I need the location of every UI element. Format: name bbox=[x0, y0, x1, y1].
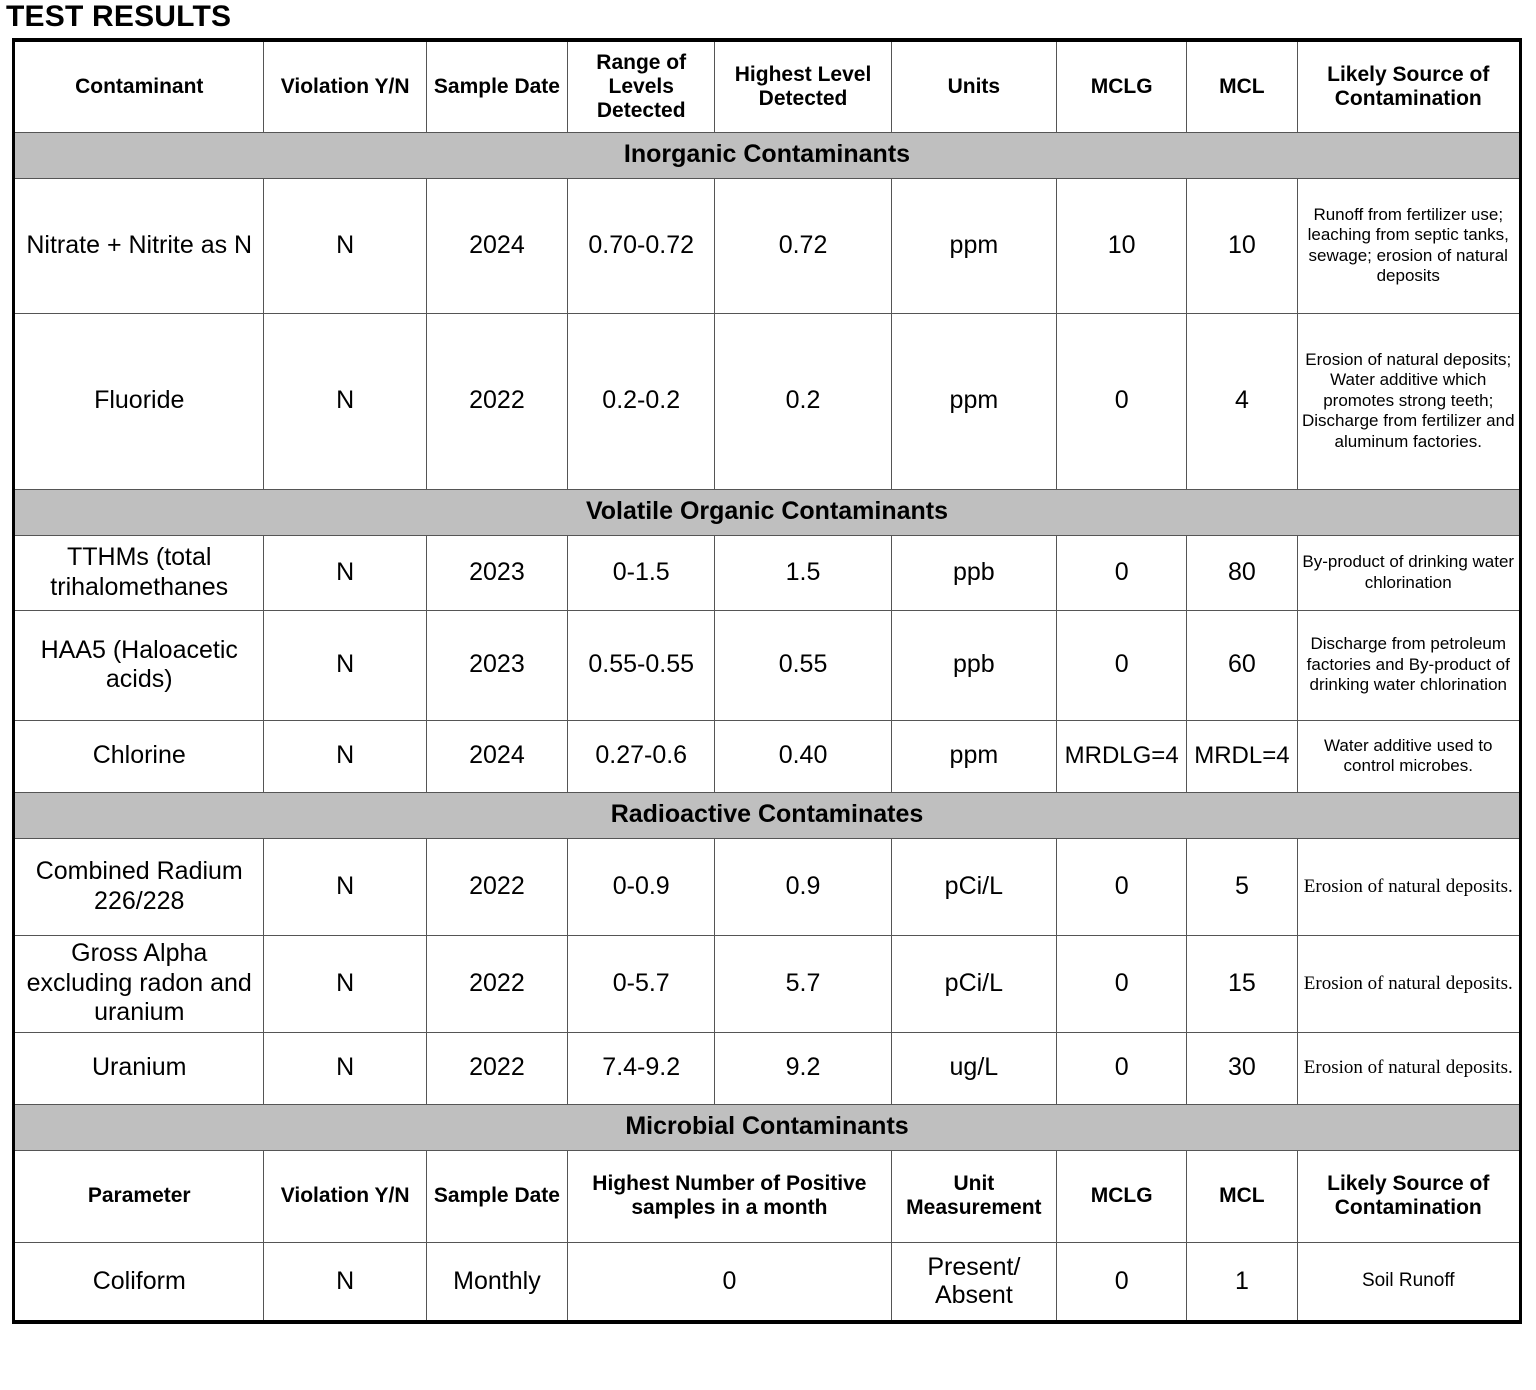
cell-mcl: 60 bbox=[1187, 610, 1297, 720]
section-header-microbial bbox=[14, 1104, 1521, 1150]
cell-sample-date: 2022 bbox=[426, 935, 567, 1032]
table-row bbox=[14, 1242, 1521, 1322]
column-header-contaminant: Contaminant bbox=[14, 40, 264, 132]
cell-violation: N bbox=[264, 1032, 426, 1104]
cell-source: Erosion of natural deposits. bbox=[1297, 1032, 1521, 1104]
cell-mclg: 0 bbox=[1057, 535, 1187, 610]
cell-parameter: Coliform bbox=[14, 1242, 264, 1322]
cell-mcl: 80 bbox=[1187, 535, 1297, 610]
cell-range: 0-5.7 bbox=[568, 935, 715, 1032]
cell-range: 0.70-0.72 bbox=[568, 178, 715, 313]
table-header-row bbox=[14, 40, 1521, 132]
column-header-units: Units bbox=[891, 40, 1056, 132]
section-title: Inorganic Contaminants bbox=[14, 132, 1521, 178]
cell-violation: N bbox=[264, 838, 426, 935]
cell-mcl: 5 bbox=[1187, 838, 1297, 935]
cell-mclg: MRDLG=4 bbox=[1057, 720, 1187, 792]
cell-units: ppb bbox=[891, 535, 1056, 610]
cell-sample-date: 2022 bbox=[426, 838, 567, 935]
cell-mcl: 30 bbox=[1187, 1032, 1297, 1104]
section-header-inorganic bbox=[14, 132, 1521, 178]
table-row bbox=[14, 313, 1521, 489]
column-header-sample-date: Sample Date bbox=[426, 1150, 567, 1242]
cell-contaminant: Nitrate + Nitrite as N bbox=[14, 178, 264, 313]
cell-source: Water additive used to control microbes. bbox=[1297, 720, 1521, 792]
table-row bbox=[14, 535, 1521, 610]
cell-contaminant: Gross Alpha excluding radon and uranium bbox=[14, 935, 264, 1032]
cell-sample-date: 2024 bbox=[426, 720, 567, 792]
cell-mcl: 15 bbox=[1187, 935, 1297, 1032]
cell-highest: 0.9 bbox=[715, 838, 891, 935]
cell-units: pCi/L bbox=[891, 935, 1056, 1032]
column-header-mclg: MCLG bbox=[1057, 40, 1187, 132]
column-header-parameter: Parameter bbox=[14, 1150, 264, 1242]
cell-highest: 0.72 bbox=[715, 178, 891, 313]
column-header-likely-source: Likely Source of Contamination bbox=[1297, 40, 1521, 132]
cell-highest-positive-samples: 0 bbox=[568, 1242, 892, 1322]
cell-highest: 0.40 bbox=[715, 720, 891, 792]
cell-sample-date: Monthly bbox=[426, 1242, 567, 1322]
column-header-unit-measurement: Unit Measurement bbox=[891, 1150, 1056, 1242]
cell-range: 7.4-9.2 bbox=[568, 1032, 715, 1104]
cell-contaminant: TTHMs (total trihalomethanes bbox=[14, 535, 264, 610]
water-quality-results-table bbox=[12, 38, 1522, 1324]
cell-mclg: 0 bbox=[1057, 610, 1187, 720]
table-row bbox=[14, 178, 1521, 313]
cell-violation: N bbox=[264, 935, 426, 1032]
cell-mclg: 0 bbox=[1057, 838, 1187, 935]
cell-highest: 1.5 bbox=[715, 535, 891, 610]
cell-source: Runoff from fertilizer use; leaching from septic tanks, sewage; erosion of natural deposits bbox=[1297, 178, 1521, 313]
cell-source: By-product of drinking water chlorination bbox=[1297, 535, 1521, 610]
cell-units: ppm bbox=[891, 720, 1056, 792]
cell-violation: N bbox=[264, 1242, 426, 1322]
cell-sample-date: 2023 bbox=[426, 535, 567, 610]
cell-highest: 0.2 bbox=[715, 313, 891, 489]
table-row bbox=[14, 610, 1521, 720]
cell-highest: 9.2 bbox=[715, 1032, 891, 1104]
table-row bbox=[14, 838, 1521, 935]
cell-violation: N bbox=[264, 720, 426, 792]
microbial-header-row bbox=[14, 1150, 1521, 1242]
cell-source: Soil Runoff bbox=[1297, 1242, 1521, 1322]
cell-units: ppm bbox=[891, 178, 1056, 313]
cell-mcl: 1 bbox=[1187, 1242, 1297, 1322]
cell-mclg: 0 bbox=[1057, 313, 1187, 489]
cell-range: 0.2-0.2 bbox=[568, 313, 715, 489]
cell-highest: 0.55 bbox=[715, 610, 891, 720]
cell-contaminant: Uranium bbox=[14, 1032, 264, 1104]
cell-sample-date: 2022 bbox=[426, 1032, 567, 1104]
cell-units: ppm bbox=[891, 313, 1056, 489]
cell-sample-date: 2024 bbox=[426, 178, 567, 313]
cell-units: ug/L bbox=[891, 1032, 1056, 1104]
cell-range: 0.27-0.6 bbox=[568, 720, 715, 792]
section-header-radioactive bbox=[14, 792, 1521, 838]
page-title: TEST RESULTS bbox=[6, 0, 232, 33]
cell-source: Erosion of natural deposits; Water additive which promotes strong teeth; Discharge from fertilizer and aluminum factories. bbox=[1297, 313, 1521, 489]
cell-units: pCi/L bbox=[891, 838, 1056, 935]
column-header-sample-date: Sample Date bbox=[426, 40, 567, 132]
section-title: Radioactive Contaminates bbox=[14, 792, 1521, 838]
column-header-violation: Violation Y/N bbox=[264, 40, 426, 132]
column-header-mcl: MCL bbox=[1187, 1150, 1297, 1242]
cell-highest: 5.7 bbox=[715, 935, 891, 1032]
cell-sample-date: 2023 bbox=[426, 610, 567, 720]
cell-range: 0-1.5 bbox=[568, 535, 715, 610]
cell-violation: N bbox=[264, 313, 426, 489]
cell-contaminant: Combined Radium 226/228 bbox=[14, 838, 264, 935]
cell-range: 0-0.9 bbox=[568, 838, 715, 935]
cell-violation: N bbox=[264, 610, 426, 720]
cell-contaminant: Chlorine bbox=[14, 720, 264, 792]
cell-contaminant: Fluoride bbox=[14, 313, 264, 489]
cell-source: Erosion of natural deposits. bbox=[1297, 838, 1521, 935]
cell-mclg: 10 bbox=[1057, 178, 1187, 313]
column-header-highest-positive-samples: Highest Number of Positive samples in a month bbox=[568, 1150, 892, 1242]
cell-source: Discharge from petroleum factories and By-product of drinking water chlorination bbox=[1297, 610, 1521, 720]
table-row bbox=[14, 1032, 1521, 1104]
column-header-likely-source: Likely Source of Contamination bbox=[1297, 1150, 1521, 1242]
column-header-range-of-levels-detected: Range of Levels Detected bbox=[568, 40, 715, 132]
column-header-highest-level-detected: Highest Level Detected bbox=[715, 40, 891, 132]
cell-violation: N bbox=[264, 178, 426, 313]
cell-mclg: 0 bbox=[1057, 1242, 1187, 1322]
cell-mcl: MRDL=4 bbox=[1187, 720, 1297, 792]
table-row bbox=[14, 720, 1521, 792]
cell-units: ppb bbox=[891, 610, 1056, 720]
cell-sample-date: 2022 bbox=[426, 313, 567, 489]
cell-range: 0.55-0.55 bbox=[568, 610, 715, 720]
section-title: Volatile Organic Contaminants bbox=[14, 489, 1521, 535]
cell-mcl: 4 bbox=[1187, 313, 1297, 489]
cell-violation: N bbox=[264, 535, 426, 610]
cell-mclg: 0 bbox=[1057, 1032, 1187, 1104]
section-title: Microbial Contaminants bbox=[14, 1104, 1521, 1150]
cell-mcl: 10 bbox=[1187, 178, 1297, 313]
cell-mclg: 0 bbox=[1057, 935, 1187, 1032]
cell-unit-measurement: Present/ Absent bbox=[891, 1242, 1056, 1322]
cell-contaminant: HAA5 (Haloacetic acids) bbox=[14, 610, 264, 720]
table-row bbox=[14, 935, 1521, 1032]
section-header-volatile-organic bbox=[14, 489, 1521, 535]
column-header-mclg: MCLG bbox=[1057, 1150, 1187, 1242]
column-header-violation: Violation Y/N bbox=[264, 1150, 426, 1242]
cell-source: Erosion of natural deposits. bbox=[1297, 935, 1521, 1032]
column-header-mcl: MCL bbox=[1187, 40, 1297, 132]
